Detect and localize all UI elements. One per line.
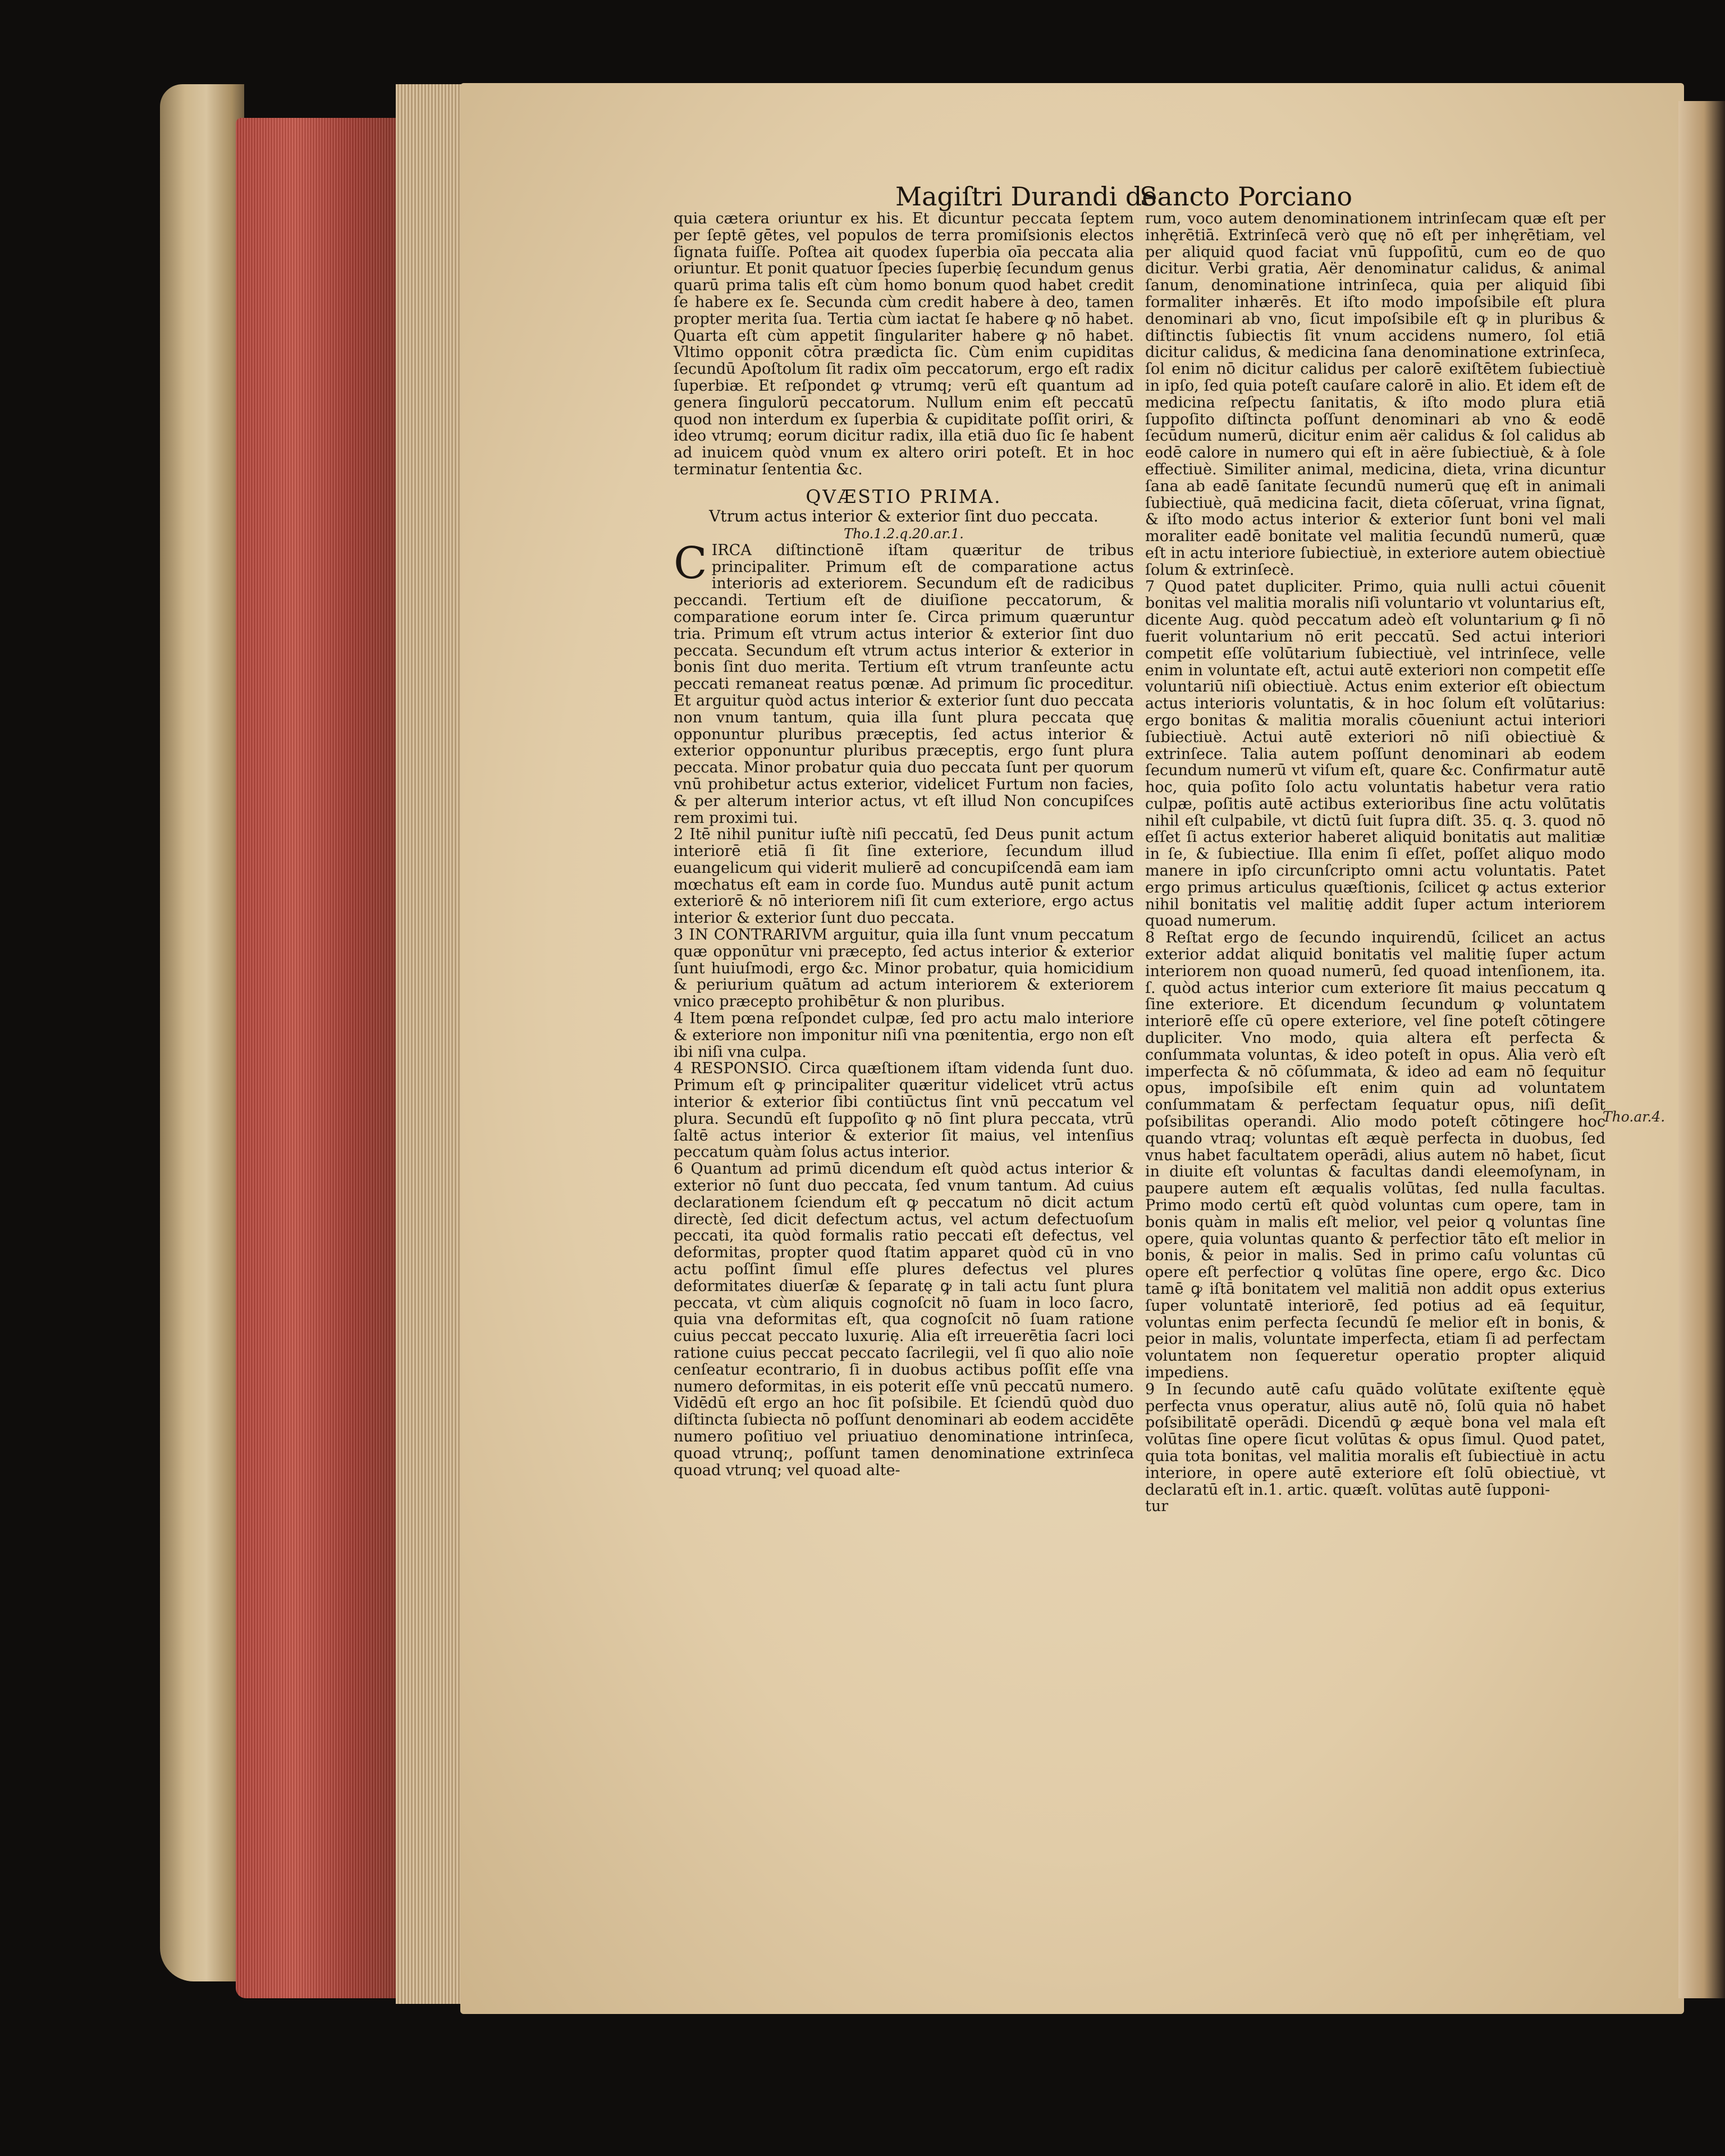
paragraph-7: rum, voco autem denominationem intrinſecam quæ eſt per inhęrētiā. Extrinſecā verò quę nō eſt per inhęrētiam, vel per aliquid quod faciat vnū ſuppoſitū, cum eo de quo dicitur. Verbi gratia, Aër denominatur calidus, & animal ſanum, denominatione intrinſeca, quia per aliquid ſibi formaliter inhærēs. Et iſto modo impoſsibile eſt plura denominari ab vno, ſicut impoſsibile eſt ꝙ in pluribus & diſtinctis ſubiectis ſit vnum accidens numero, ſol etiā dicitur calidus, & medicina ſana denominatione extrinſeca, ſol enim nō dicitur calidus per calorē exiſtētem ſubiectiuè in ipſo, ſed quia poteſt cauſare calorē in alio. Et idem eſt de medicina reſpectu ſanitatis, & iſto modo plura etiā ſuppoſito diſtincta poſſunt denominari ab vno & eodē ſecūdum numerū, dicitur enim aër calidus & ſol calidus ab eodē calore in numero qui eſt in aëre ſubiectiuè, & à ſole effectiuè. Similiter animal, medicina, dieta, vrina dicuntur ſana ab eadē ſanitate ſecundū numerū quę eſt in animali ſubiectiuè, quā medicina facit, dieta cōſeruat, vrina ſignat, & iſto modo actus interior & exterior ſunt boni vel mali moraliter eadē bonitate vel malitia ſecundū numerū, quæ eſt in actu interiore ſubiectiuè, in exteriore autem obiectiuè ſolum & extrinſecè. [1145,210,1605,579]
paragraph-8: 7 Quod patet dupliciter. Primo, quia nulli actui cōuenit bonitas vel malitia moralis niſi voluntario vt voluntarius eſt, dicente Aug. quòd peccatum adeò eſt voluntarium ꝙ ſi nō fuerit voluntarium nō erit peccatū. Sed actui interiori competit eſſe volūtarium ſubiectiuè, vel intrinſece, velle enim in voluntate eſt, actui autē exteriori non competit eſſe voluntariū niſi obiectiuè. Actus enim exterior eſt obiectum actus interioris voluntatis, & in hoc ſolum eſt volūtarius: ergo bonitas & malitia moralis cōueniunt actui interiori ſubiectiuè. Actui autē exteriori nō niſi obiectiuè & extrinſece. Talia autem poſſunt denominari ab eodem ſecundum numerū vt viſum eſt, quare &c. Confirmatur autē hoc, quia poſito ſolo actu voluntatis habetur vera ratio culpæ, poſitis autē actibus exterioribus ſine actu volūtatis nihil eſt culpabile, vt dictū ſuit ſupra diſt. 35. q. 3. quod nō eſſet ſi actus exterior haberet aliquid bonitatis aut malitiæ in ſe, & ſubiectiue. Illa enim ſi eſſet, poſſet aliquo modo manere in ipſo circunſcripto omni actu voluntatis. Patet ergo primus articulus quæſtionis, ſcilicet ꝙ actus exterior nihil bonitatis vel malitię addit ſuper actum interiorem quoad numerum. [1145,578,1605,930]
left-column [674,210,1134,1478]
paragraph-5: 4 RESPONSIO. Circa quæſtionem iſtam videnda ſunt duo. Primum eſt ꝙ principaliter quæritur videlicet vtrū actus interior & exterior ſibi contiūctus ſint vnū peccatum vel plura. Secundū eſt ſuppoſito ꝙ nō ſint plura peccata, vtrū ſaltē actus interior & exterior ſit maius, vel intenſius peccatum quàm ſolus actus interior. [674,1060,1134,1161]
question-reference: Tho.1.2.q.20.ar.1. [844,525,964,542]
intro-paragraph: quia cætera oriuntur ex his. Et dicuntur peccata ſeptem per ſeptē gētes, vel populos de terra promiſsionis electos ſignata fuiſſe. Poſtea ait quodex ſuperbia oīa peccata alia oriuntur. Et ponit quatuor ſpecies ſuperbię ſecundum genus quarū prima talis eſt cùm homo bonum quod habet credit ſe habere ex ſe. Secunda cùm credit habere à deo, tamen propter merita ſua. Tertia cùm iactat ſe habere ꝙ nō habet. Quarta eſt cùm appetit ſingulariter habere ꝙ nō habet. Vltimo opponit cōtra prædicta ſic. Cùm enim cupiditas ſecundū Apoſtolum ſit radix oīm peccatorum, ergo eſt radix ſuperbiæ. Et reſpondet ꝙ vtrumq; verū eſt quantum ad genera ſingulorū peccatorum. Nullum enim eſt peccatū quod non interdum ex ſuperbia & cupiditate poſſit oriri, & ideo vtrumq; eorum dicitur radix, illa etiā duo ſic ſe habent ad inuicem quòd vnum ex altero oriri poteſt. Et in hoc terminatur ſententia &c. [674,210,1134,478]
book-spine [160,84,244,1981]
facing-page-edge [1678,101,1725,1998]
paragraph-4: 4 Item pœna reſpondet culpæ, ſed pro actu malo interiore & exteriore non imponitur niſi vna pœnitentia, ergo non eſt ibi niſi vna culpa. [674,1010,1134,1061]
paragraph-6: 6 Quantum ad primū dicendum eſt quòd actus interior & exterior nō ſunt duo peccata, ſed vnum tantum. Ad cuius declarationem ſciendum eſt ꝙ peccatum nō dicit actum directè, ſed dicit defectum actus, vel actum defectuoſum peccati, ita quòd formalis ratio peccati eſt defectus, vel deformitas, propter quod ſtatim apparet quòd cū in vno actu poſſint ſimul eſſe plures defectus vel plures deformitates diuerſæ & ſeparatę ꝙ in tali actu ſunt plura peccata, vt cùm aliquis cognoſcit nō ſuam in loco ſacro, quia vna deformitas eſt, qua cognoſcit nō ſuam ratione cuius peccat peccato luxurię. Alia eſt irreuerētia ſacri loci ratione cuius peccat peccato ſacrilegii, vel ſi quo alio noīe cenſeatur econtrario, ſi in duobus actibus poſſit eſſe vna numero deformitas, in eis poterit eſſe vnū peccatū numero. Vidēdū eſt ergo an hoc ſit poſsibile. Et ſciendū quòd duo diſtincta ſubiecta nō poſſunt denominari ab eodem accidēte numero poſitiuo vel priuatiuo denominatione intrinſeca, quoad vtrunq;, poſſunt tamen denominatione extrinſeca quoad vtrunq; vel quoad alte- [674,1160,1134,1479]
paragraph-9: 8 Reſtat ergo de ſecundo inquirendū, ſcilicet an actus exterior addat aliquid bonitatis vel malitię ſuper actum interiorem non quoad numerū, ſed quoad intenſionem, ita. ſ. quòd actus interior cum exteriore ſit maius peccatum ꝗ ſine exteriore. Et dicendum ſecundum ꝙ voluntatem interiorē eſſe cū opere exteriore, vel ſine poteſt cōtingere dupliciter. Vno modo, quia altera eſt perfecta & conſummata voluntas, & ideo poteſt in opus. Alia verò eſt imperfecta & nō cōſummata, & ideo ad eam nō ſequitur opus, impoſsibile eſt enim quin ad voluntatem conſummatam & perfectam ſequatur opus, niſi deſit poſsibilitas operandi. Alio modo poteſt cōtingere hoc quando vtraq; voluntas eſt æquè perfecta in duobus, ſed vnus habet facultatem operādi, alius autem nō habet, ſicut in diuite eſt voluntas & facultas dandi eleemoſynam, in paupere autem eſt æqualis volūtas, ſed nulla facultas. Primo modo certū eſt quòd voluntas cum opere, tam in bonis quàm in malis eſt melior, vel peior ꝗ voluntas ſine opere, quia voluntas quanto & perfectior tāto eſt melior in bonis, & peior in malis. Sed in primo caſu voluntas cū opere eſt perfectior ꝗ volūtas ſine opere, ergo &c. Dico tamē ꝙ iſtā bonitatem vel malitiā non addit opus exterius ſuper voluntatē interiorē, ſed potius ad eā ſequitur, voluntas enim perfecta ſecundū ſe melior eſt in bonis, & peior in malis, voluntate imperfecta, etiam ſi ad perfectam voluntatem non ſequeretur operatio propter aliquid impediens. [1145,929,1605,1381]
running-head-right: Sancto Porciano [1140,181,1353,212]
question-subtitle: Vtrum actus interior & exterior ſint duo peccata. [709,506,1099,525]
paragraph-1: IRCA diſtinctionē iſtam quæritur de tribus principaliter. Primum eſt de comparatione actus interioris ad exteriorem. Secundum eſt de radicibus peccandi. Tertium eſt de diuiſione peccatorum, & comparatione eorum inter ſe. Circa primum quæruntur tria. Primum eſt vtrum actus interior & exterior ſint duo peccata. Secundum eſt vtrum actus interior & exterior in bonis ſint duo merita. Tertium eſt vtrum tranſeunte actu peccati remaneat reatus pœnæ. Ad primum ſic proceditur. Et arguitur quòd actus interior & exterior ſunt duo peccata non vnum tantum, quia illa ſunt plura peccata quę opponuntur pluribus præceptis, ſed actus interior & exterior opponuntur pluribus præceptis, ergo ſunt plura peccata. Minor probatur quia duo peccata ſunt per quorum vnū prohibetur actus exterior, videlicet Furtum non facies, & per alterum interior actus, vt eſt illud Non concupiſces rem proximi tui. [674,541,1134,827]
paragraph-2: 2 Itē nihil punitur iuſtè niſi peccatū, ſed Deus punit actum interiorē etiā ſi ſit ſine exteriore, ſecundum illud euangelicum qui viderit mulierē ad concupiſcendā eam iam mœchatus eſt eam in corde ſuo. Mundus autē punit actum exteriorē & nō interiorem niſi ſit cum exteriore, ergo actus interior & exterior ſunt duo peccata. [674,826,1134,927]
catchword: tur [1145,1498,1169,1516]
question-title: QVÆSTIO PRIMA. [806,485,1002,507]
red-page-edges [236,118,404,1998]
paragraph-3: 3 IN CONTRARIVM arguitur, quia illa ſunt vnum peccatum quæ opponūtur vni præcepto, ſed actus interior & exterior ſunt huiuſmodi, ergo &c. Minor probatur, quia homicidium & periurium quātum ad actum interiorem & exteriorem vnico præcepto prohibētur & non pluribus. [674,926,1134,1011]
paragraph-10: 9 In ſecundo autē caſu quādo volūtate exiſtente ęquè perfecta vnus operatur, alius autē nō, ſolū quia nō habet poſsibilitatē operādi. Dicendū ꝙ æquè bona vel mala eſt volūtas ſine opere ſicut volūtas & opus ſimul. Quod patet, quia tota bonitas, vel malitia moralis eſt ſubiectiuè in actu interiore, in opere autē exteriore eſt ſolū obiectiuè, vt declaratū eſt in.1. artic. quæſt. volūtas autē ſupponi- [1145,1380,1605,1499]
running-head-left: Magiſtri Durandi de [895,181,1157,212]
drop-cap-initial: C [674,538,707,589]
margin-note: Tho.ar.4. [1603,1109,1665,1125]
right-column [1145,210,1605,1515]
text-block-edges [396,84,466,2004]
